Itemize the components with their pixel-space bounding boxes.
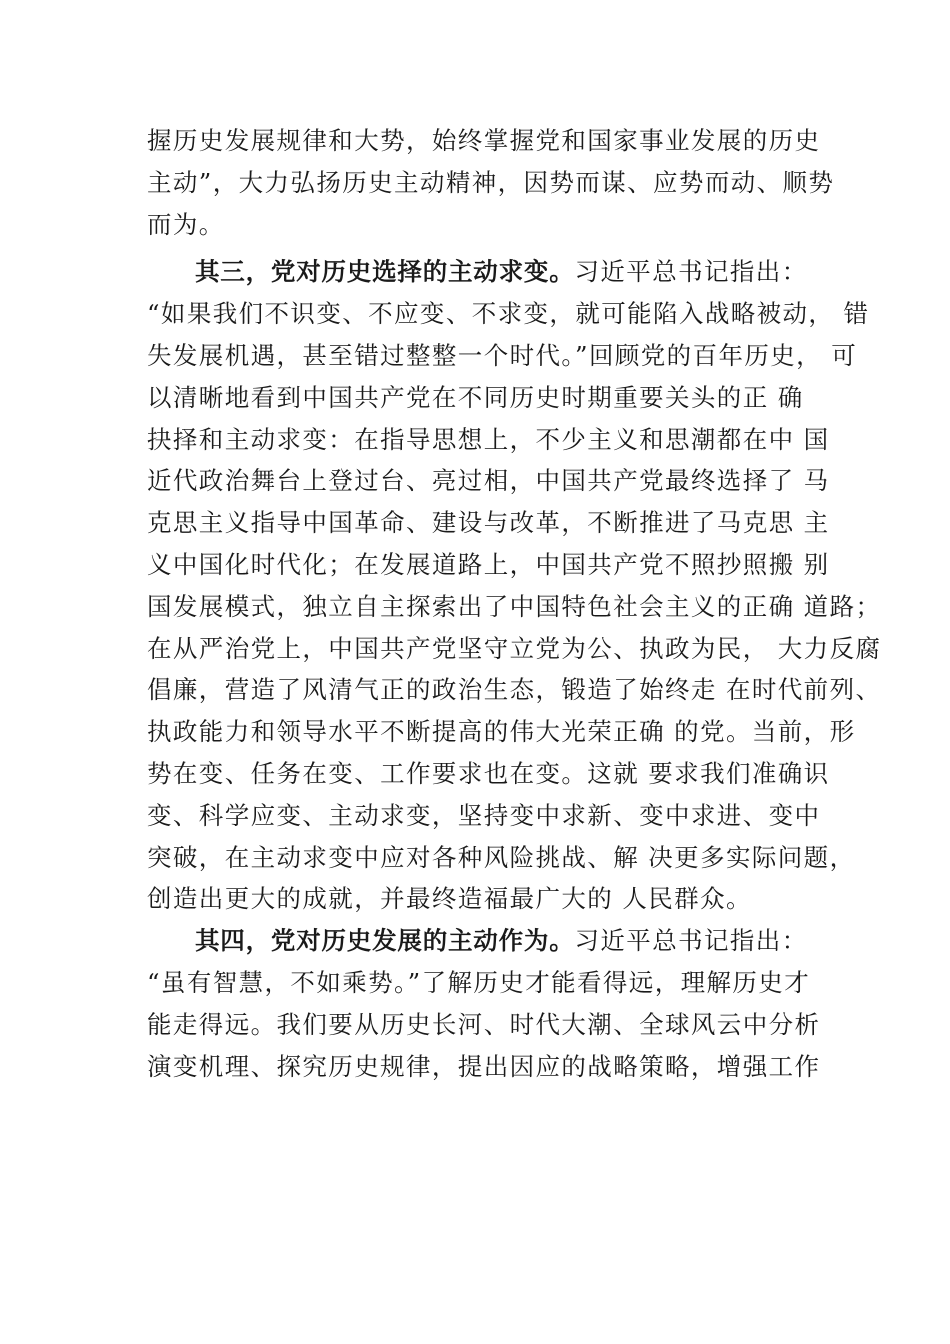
text-line: 创造出更大的成就，并最终造福最广大的 人民群众。 <box>147 884 752 914</box>
text-line: 能走得远。我们要从历史长河、时代大潮、全球风云中分析 <box>147 1009 821 1039</box>
text-line: “如果我们不识变、不应变、不求变，就可能陷入战略被动， 错 <box>147 299 870 329</box>
text-line: 义中国化时代化；在发展道路上，中国共产党不照抄照搬 别 <box>147 549 830 579</box>
text-line: 变、科学应变、主动求变，坚持变中求新、变中求进、变中 <box>147 800 821 830</box>
text-line: 而为。 <box>147 209 225 239</box>
text-line: 握历史发展规律和大势，始终掌握党和国家事业发展的历史 <box>147 126 821 155</box>
section-three-heading: 其三，党对历史选择的主动求变。 <box>195 257 575 287</box>
text-line: 失发展机遇，甚至错过整整一个时代。”回顾党的百年历史， 可 <box>147 340 858 370</box>
section-four-intro: 习近平总书记指出： <box>574 926 808 956</box>
text-line: 执政能力和领导水平不断提高的伟大光荣正确 的党。当前，形 <box>147 717 856 747</box>
document-body <box>147 120 882 1087</box>
text-line: 以清晰地看到中国共产党在不同历史时期重要关头的正 确 <box>147 382 804 412</box>
text-line: 在从严治党上，中国共产党坚守立党为公、执政为民， 大力反腐 <box>147 633 882 663</box>
text-line: 势在变、任务在变、工作要求也在变。这就 要求我们准确识 <box>147 758 830 788</box>
text-line: 近代政治舞台上登过台、亮过相，中国共产党最终选择了 马 <box>147 466 830 496</box>
text-line: 倡廉，营造了风清气正的政治生态，锻造了始终走 在时代前列、 <box>147 675 882 705</box>
text-line: 演变机理、探究历史规律，提出因应的战略策略，增强工作 <box>147 1051 821 1081</box>
text-line: 国发展模式，独立自主探索出了中国特色社会主义的正确 道路； <box>147 591 882 621</box>
section-four-first-line <box>147 920 867 962</box>
section-three-first-line <box>147 251 867 293</box>
text-line: 抉择和主动求变：在指导思想上，不少主义和思潮都在中 国 <box>147 424 830 454</box>
text-line: “虽有智慧，不如乘势。”了解历史才能看得远，理解历史才 <box>147 967 811 997</box>
text-line: 克思主义指导中国革命、建设与改革，不断推进了马克思 主 <box>147 508 830 538</box>
text-line: 突破，在主动求变中应对各种风险挑战、解 决更多实际问题， <box>147 842 856 872</box>
section-four-heading: 其四，党对历史发展的主动作为。 <box>195 926 575 956</box>
section-three-intro: 习近平总书记指出： <box>574 257 808 287</box>
text-line: 主动”，大力弘扬历史主动精神，因势而谋、应势而动、顺势 <box>147 167 835 197</box>
